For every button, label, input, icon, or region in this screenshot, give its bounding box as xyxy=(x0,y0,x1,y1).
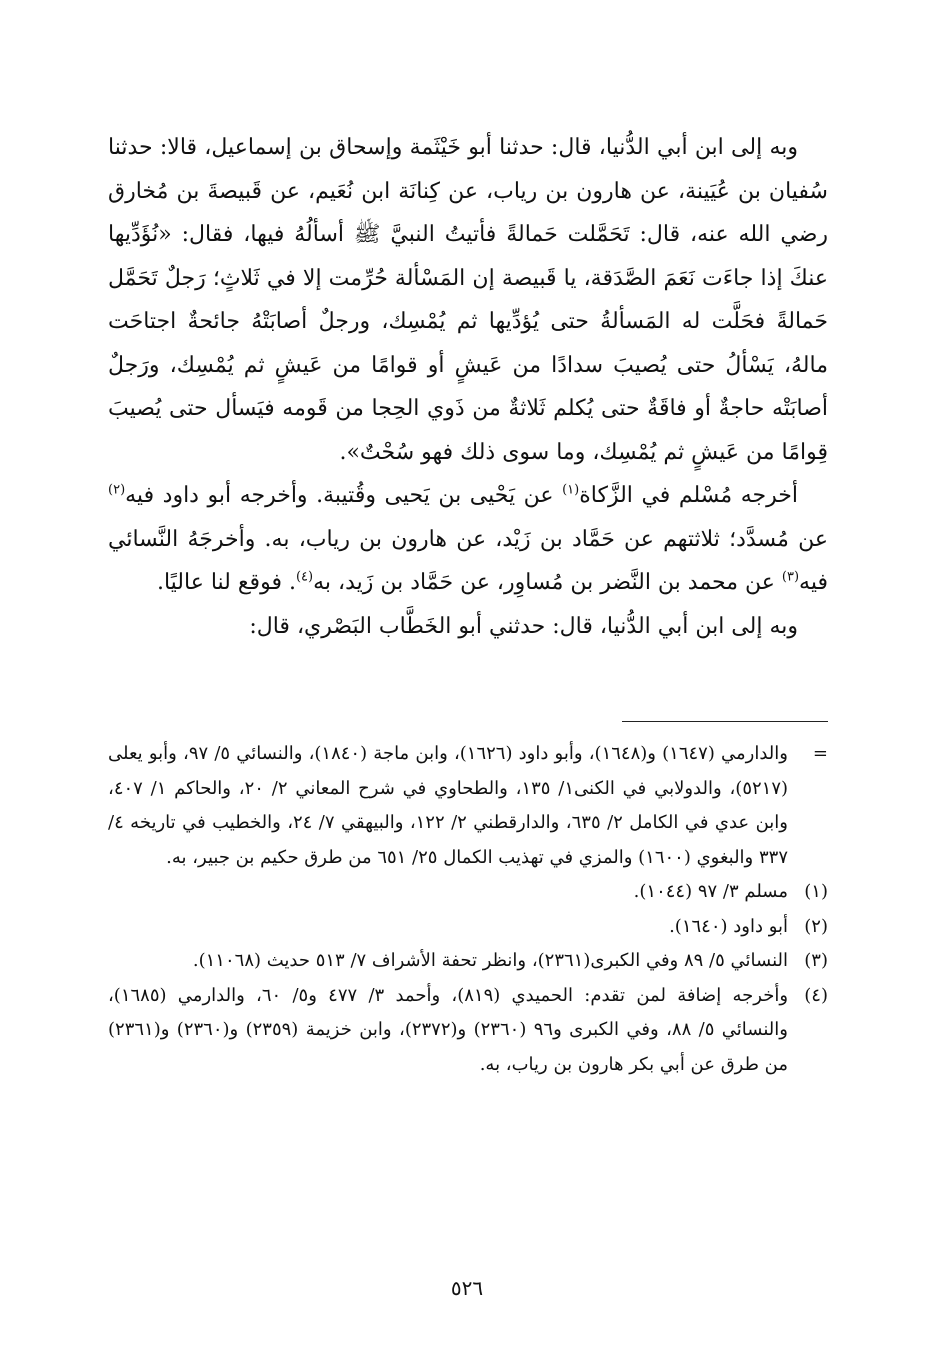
paragraph-hadith xyxy=(108,126,828,474)
footnote-ref-1[interactable]: (١) xyxy=(562,482,580,498)
footnote-separator xyxy=(622,721,828,722)
footnote-number: = xyxy=(812,743,828,764)
text-run: عن يَحْيى بن يَحيى وقُتيبة. وأخرجه أبو داود فيه xyxy=(125,483,563,508)
footnote-number: (٣) xyxy=(804,950,828,971)
footnote-text: أبو داود (١٦٤٠). xyxy=(669,915,788,937)
footnote-number: (٤) xyxy=(804,984,828,1006)
footnote-number: (١) xyxy=(804,881,828,902)
footnote-continued xyxy=(108,737,828,875)
footnote-ref-4[interactable]: (٤) xyxy=(295,569,314,585)
footnote-text: النسائي ٥/ ٨٩ وفي الكبرى(٢٣٦١)، وانظر تحفة الأشراف ٧/ ٥١٣ حديث (١١٠٦٨). xyxy=(192,950,788,971)
footnote-1 xyxy=(108,875,828,910)
footnote-text: والدارمي (١٦٤٧) و(١٦٤٨)، وأبو داود (١٦٢٦)، وابن ماجة (١٨٤٠)، والنسائي ٥/ ٩٧، وأبو يعلى (٥٢١٧)، والدولابي في الكنى١/ ١٣٥، والطحاوي في شرح المعاني ٢/ ٢٠، والحاكم ١/ ٤٠٧، وابن عدي في الكامل ٢/ ٦٣٥، والدارقطني ٢/ ١٢٢، والبيهقي ٧/ ٢٤، والخطيب في تاريخه ٤/ ٣٣٧ والبغوي (١٦٠٠) والمزي في تهذيب الكمال ٢٥/ ٦٥١ من طرق حكيم بن جبير، به. xyxy=(108,743,789,868)
footnote-text: وأخرجه إضافة لمن تقدم: الحميدي (٨١٩)، وأحمد ٣/ ٤٧٧ و٥/ ٦٠، والدارمي (١٦٨٥)، والنسائي ٥/ ٨٨، وفي الكبرى و٩٦ (٢٣٦٠) و(٢٣٧٢)، وابن خزيمة (٢٣٥٩) و(٢٣٦٠) و(٢٣٦١) من طرق عن أبي بكر هارون بن رياب، به. xyxy=(108,984,789,1075)
footnotes xyxy=(108,737,828,1082)
footnote-3 xyxy=(108,944,828,979)
text-run: عن محمد بن النَّضر بن مُساوِر، عن حَمَّاد بن زَيد، به xyxy=(313,570,782,595)
footnote-number: (٢) xyxy=(804,915,828,937)
footnote-text: مسلم ٣/ ٩٧ (١٠٤٤). xyxy=(633,881,788,902)
footnote-ref-3[interactable]: (٣) xyxy=(781,569,800,585)
page-number: ٥٢٦ xyxy=(450,1276,484,1300)
footnote-4 xyxy=(108,979,828,1083)
text-run: عن مُسدَّد؛ ثلاثتهم عن حَمَّاد بن زَيْد، عن هارون بن رياب، به. وأخرجَهُ النَّسائي فيه xyxy=(108,526,828,595)
main-text xyxy=(108,126,828,648)
text-run: وبه إلى ابن أبي الدُّنيا، قال: حدثنا أبو خَيْثَمة وإسحاق بن إسماعيل، قالا: حدثنا سُفيان بن عُيَينة، عن هارون بن رياب، عن كِنانَة ابن نُعَيم، عن قَبيصةَ بن مُخارق رضي الله عنه، قال: تَحَمَّلت حَمالةً فأتيتُ النبيَّ ﷺ أسألُهُ فيها، فقال: «نُؤَدِّيها عنكَ إذا جاءَت نَعَمَ الصَّدَقة، يا قَبيصة إن المَسْألة حُرِّمت إلا في ثَلاثٍ؛ رَجلٌ تَحَمَّل حَمالةً فحَلَّت له المَسألةُ حتى يُؤدِّيها ثم يُمْسِك، ورجلٌ أصابَتْهُ جائحةٌ اجتاحَت مالهُ، يَسْألُ حتى يُصيبَ سدادًا من عَيشٍ أو قوامًا من عَيشٍ ثم يُمْسِك، ورَجلٌ أصابَتْه حاجةٌ أو فاقَةٌ حتى يُكلم ثَلاثةٌ من ذَوي الحِجا من قَومه فيَسأل حتى يُصيبَ قِوامًا من عَيشٍ ثم يُمْسِك، وما سوى ذلك فهو سُحْتٌ». xyxy=(108,135,828,465)
text-run: أخرجه مُسْلم في الزَّكاة xyxy=(579,483,798,508)
text-run: وبه إلى ابن أبي الدُّنيا، قال: حدثني أبو الخَطَّاب البَصْري، قال: xyxy=(249,613,798,639)
paragraph-isnad-next xyxy=(108,605,828,649)
paragraph-takhrij xyxy=(108,474,828,605)
footnote-2 xyxy=(108,910,828,945)
text-run: . فوقع لنا عاليًا. xyxy=(156,570,296,595)
footnote-ref-2[interactable]: (٢) xyxy=(108,482,126,498)
